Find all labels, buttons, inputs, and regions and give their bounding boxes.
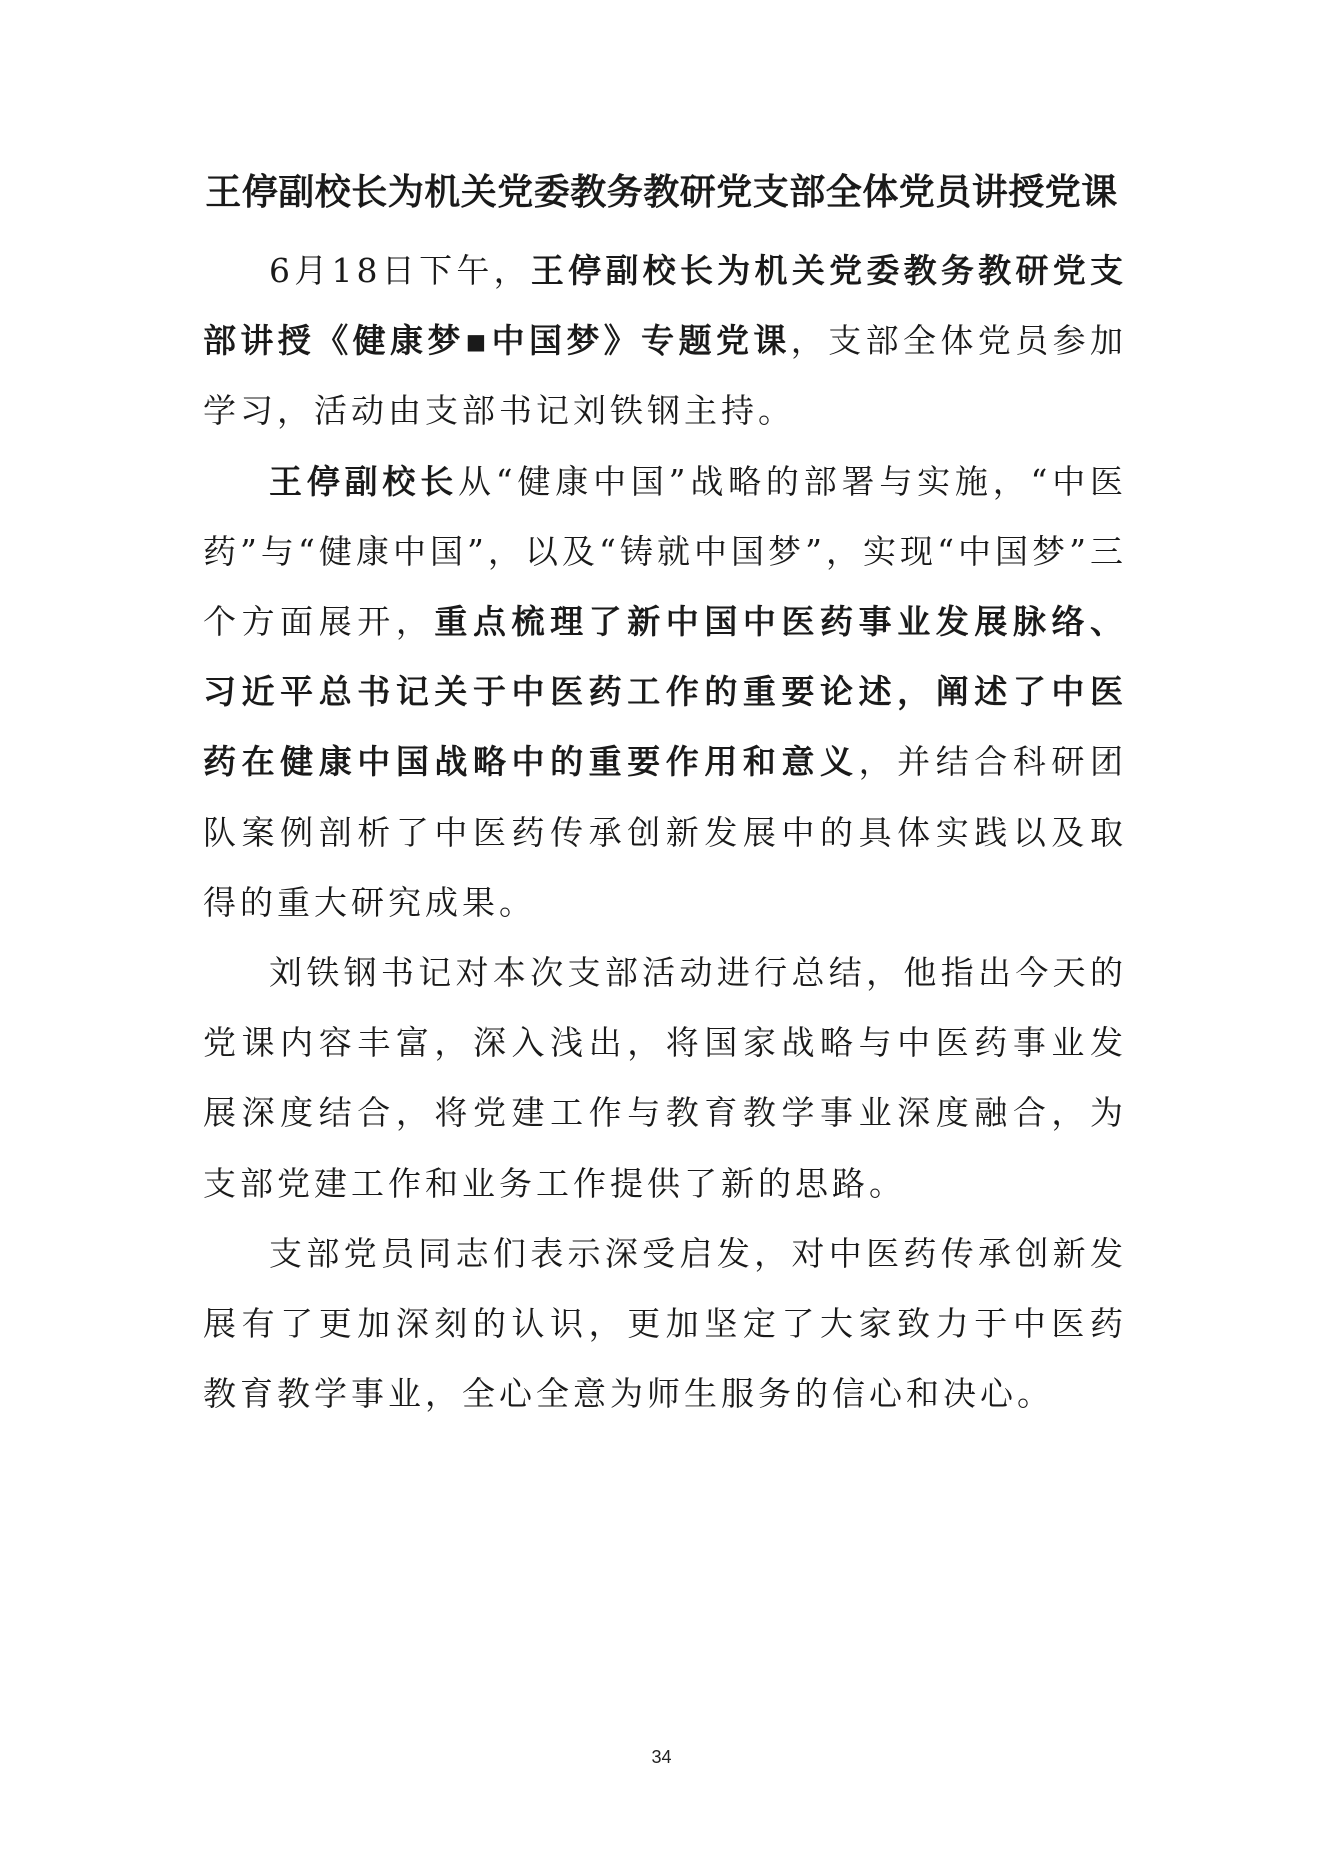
article-title: 王停副校长为机关党委教务教研党支部全体党员讲授党课 <box>205 172 1118 213</box>
paragraph-text-bold: 王停副校长为机关党委教务教研党支部讲授《健康梦▪中国梦》专题党课 <box>203 251 1127 361</box>
paragraph-2 <box>203 447 1127 938</box>
paragraph-3 <box>203 938 1127 1219</box>
paragraph-text: ，并结合科研团队案例剖析了中医药传承创新发展中的具体实践以及取得的重大研究成果。 <box>203 742 1128 922</box>
paragraph-text-bold: 重点梳理了新中国中医药事业发展脉络、习近平总书记关于中医药工作的重要论述，阐述了中医药在健康中国战略中的重要作用和意义 <box>203 602 1128 782</box>
paragraph-text-bold: 王停副校长 <box>269 461 458 501</box>
paragraph-4 <box>203 1219 1127 1430</box>
paragraph-text: 刘铁钢书记对本次支部活动进行总结，他指出今天的党课内容丰富，深入浅出，将国家战略与中医药事业发展深度结合，将党建工作与教育教学事业深度融合，为支部党建工作和业务工作提供了新的思路。 <box>203 953 1127 1203</box>
page-number: 34 <box>651 1747 672 1767</box>
paragraph-1 <box>203 236 1127 447</box>
paragraph-text: ，支部全体党员参加学习，活动由支部书记刘铁钢主持。 <box>203 321 1128 431</box>
article-body <box>203 236 1127 1429</box>
paragraph-text: 支部党员同志们表示深受启发，对中医药传承创新发展有了更加深刻的认识，更加坚定了大家致力于中医药教育教学事业，全心全意为师生服务的信心和决心。 <box>203 1233 1127 1414</box>
paragraph-text: 6月18日下午， <box>269 251 531 290</box>
paragraph-text: 从“健康中国”战略的部署与实施，“中医药”与“健康中国”，以及“铸就中国梦”，实现“中国梦”三个方面展开， <box>203 461 1127 642</box>
